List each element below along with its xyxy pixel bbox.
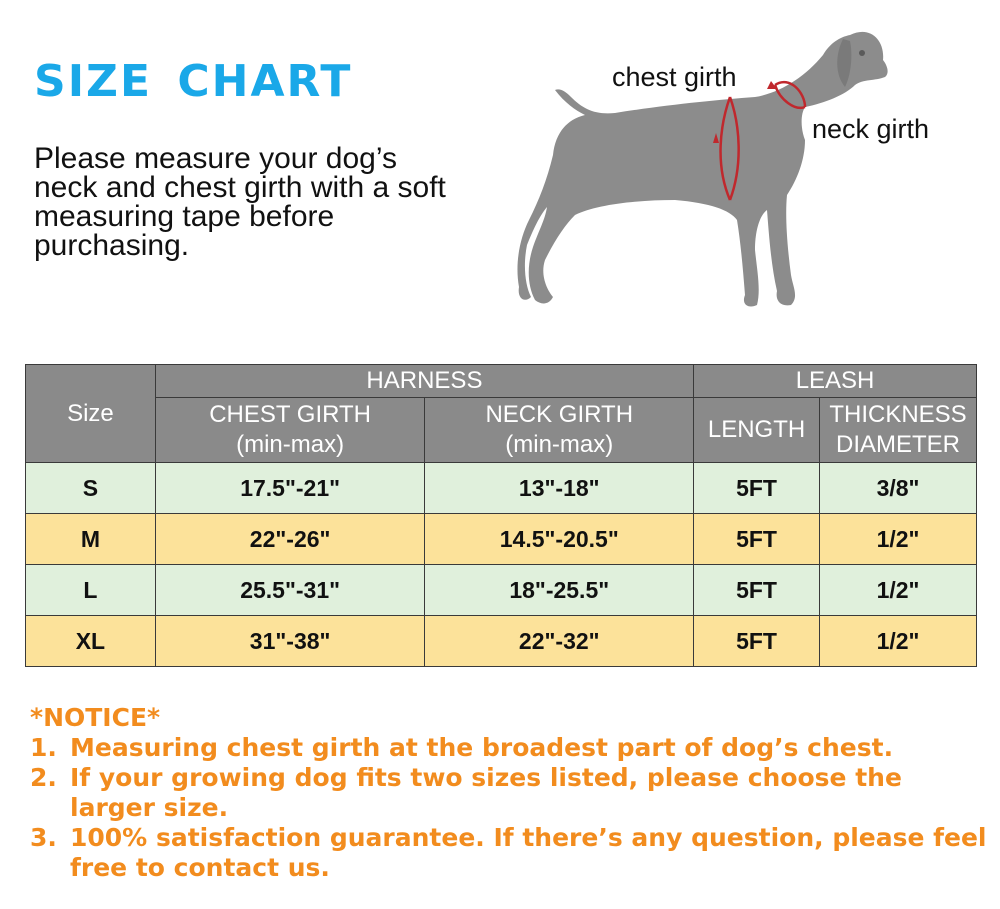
chest-cell: 31"-38" (155, 616, 425, 667)
size-header: Size (26, 365, 156, 463)
neck-cell: 14.5"-20.5" (425, 514, 694, 565)
length-header: LENGTH (694, 398, 820, 463)
harness-header: HARNESS (155, 365, 693, 398)
neck-girth-header-line2: (min-max) (505, 431, 614, 458)
length-cell: 5FT (694, 616, 820, 667)
table-row (26, 463, 977, 514)
notice-item-text: Measuring chest girth at the broadest part of dog’s chest. (70, 733, 894, 762)
thickness-header-line1: THICKNESS (829, 401, 967, 428)
notice-item (30, 823, 990, 883)
size-cell: XL (26, 616, 156, 667)
table-row (26, 565, 977, 616)
dog-illustration (505, 15, 985, 335)
notice-item-number: 1. (30, 733, 57, 762)
notice-section (30, 703, 990, 883)
chest-cell: 22"-26" (155, 514, 425, 565)
thickness-cell: 1/2" (820, 514, 977, 565)
neck-cell: 22"-32" (425, 616, 694, 667)
length-cell: 5FT (694, 514, 820, 565)
size-table (25, 364, 977, 667)
chest-girth-label: chest girth (612, 62, 737, 92)
neck-girth-label: neck girth (812, 114, 930, 144)
dog-silhouette-icon (505, 15, 985, 335)
length-cell: 5FT (694, 565, 820, 616)
chest-girth-header-line2: (min-max) (236, 431, 345, 458)
intro-text: Please measure your dog’s neck and chest girth with a soft measuring tape before purchasing. (34, 142, 446, 262)
thickness-cell: 1/2" (820, 616, 977, 667)
notice-item-text: If your growing dog fits two sizes listed, please choose the larger size. (70, 763, 902, 822)
size-cell: M (26, 514, 156, 565)
neck-cell: 18"-25.5" (425, 565, 694, 616)
chest-girth-header-line1: CHEST GIRTH (209, 401, 372, 428)
length-cell: 5FT (694, 463, 820, 514)
notice-heading: *NOTICE* (30, 703, 161, 732)
notice-item (30, 763, 990, 823)
thickness-cell: 1/2" (820, 565, 977, 616)
notice-item-text: 100% satisfaction guarantee. If there’s any question, please feel free to contact us. (70, 823, 987, 882)
chest-girth-header (155, 398, 425, 463)
thickness-header-line2: DIAMETER (836, 431, 961, 458)
size-cell: L (26, 565, 156, 616)
page-title: SIZE CHART (34, 56, 353, 107)
neck-girth-header (425, 398, 694, 463)
notice-item (30, 733, 990, 763)
size-cell: S (26, 463, 156, 514)
chest-cell: 25.5"-31" (155, 565, 425, 616)
thickness-cell: 3/8" (820, 463, 977, 514)
leash-header: LEASH (694, 365, 977, 398)
thickness-header (820, 398, 977, 463)
table-row (26, 616, 977, 667)
chest-cell: 17.5"-21" (155, 463, 425, 514)
neck-girth-header-line1: NECK GIRTH (485, 401, 634, 428)
notice-item-number: 3. (30, 823, 57, 852)
neck-cell: 13"-18" (425, 463, 694, 514)
notice-item-number: 2. (30, 763, 57, 792)
table-row (26, 514, 977, 565)
